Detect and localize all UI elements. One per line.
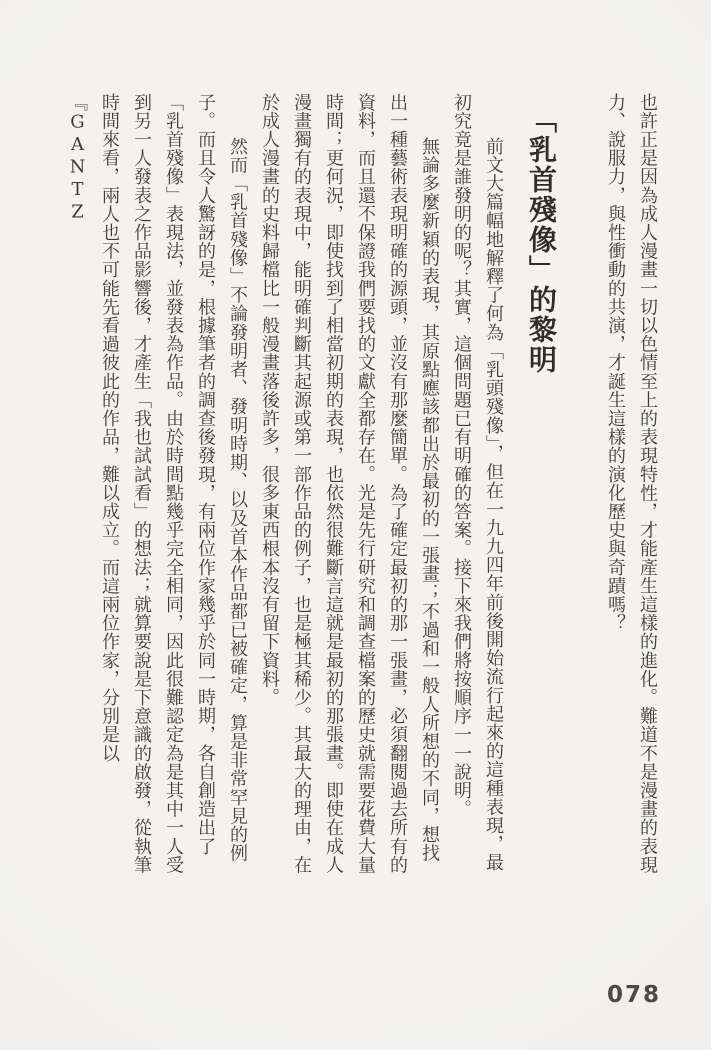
body-paragraph-2: 無論多麼新穎的表現，其原點應該都出於最初的一張畫；不過和一般人所想的不同，想找出一種藝術表現明確的源頭，並沒有那麼簡單。為了確定最初的那一張畫，必須翻閱過去所有的資料，而且還不保證我們要找的文獻全都存在。光是先行研究和調查檔案的歷史就需要花費大量時間；更何況，即使找到了相當初期的表現，也依然很難斷言這就是最初的那張畫。即使在成人漫畫獨有的表現中，能明確判斷其起源或第一部作品的例子，也是極其稀少。其最大的理由，在於成人漫畫的史料歸檔比一般漫畫落後許多，很多東西根本沒有留下資料。 — [259, 93, 440, 875]
latin-run: GANTZ — [67, 111, 88, 225]
intro-paragraph: 也許正是因為成人漫畫一切以色情至上的表現特性，才能產生這樣的進化。難道不是漫畫的表現力、說服力，與性衝動的共演，才誕生這樣的演化歷史與奇蹟嗎？ — [605, 93, 658, 875]
section-title: 「乳首殘像」的黎明 — [525, 105, 558, 375]
article-text — [61, 93, 663, 875]
body-paragraph-3: 然而「乳首殘像」不論發明者、發明時期、以及首本作品都已被確定，算是非常罕見的例子。而且令人驚訝的是，根據筆者的調查後發現，有兩位作家幾乎於同一時期，各自創造出了「乳首殘像」表現法，並發表為作品。由於時間點幾乎完全相同，因此很難認定為是其中一人受到另一人發表之作品影響後，才產生「我也試試看」的想法；就算要說是下意識的啟發，從執筆時間來看，兩人也不可能先看過彼此的作品，難以成立。而這兩位作家，分別是以『GANTZ — [67, 93, 248, 875]
page-number: 078 — [606, 982, 661, 1008]
body-paragraph-1: 前文大篇幅地解釋了何為「乳頭殘像」，但在一九九四年前後開始流行起來的這種表現，最初究竟是誰發明的呢？其實，這個問題已有明確的答案。接下來我們將按順序一一說明。 — [451, 93, 504, 872]
